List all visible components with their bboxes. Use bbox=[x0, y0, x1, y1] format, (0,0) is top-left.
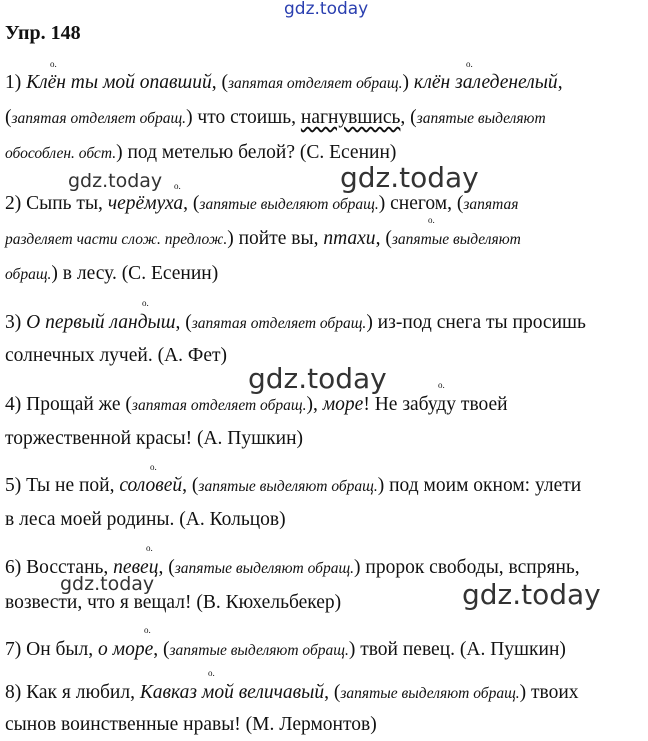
sentence-5-line-1: 5) Ты не пой, соловей, (запятые выделяют обращ.) под моим окном: улети bbox=[5, 475, 582, 496]
appeal-mark: о. bbox=[466, 59, 473, 69]
sentence-6-line-2: возвести, что я вещал! (В. Кюхельбекер) bbox=[5, 592, 342, 613]
exercise-title: Упр. 148 bbox=[5, 22, 81, 44]
watermark: gdz.today bbox=[248, 362, 387, 395]
sentence-6-line-1: 6) Восстань, певец, (запятые выделяют обращ.) пророк свободы, вспрянь, bbox=[5, 557, 580, 578]
watermark-top[interactable]: gdz.today bbox=[284, 0, 369, 19]
sentence-2-line-3: обращ.) в лесу. (С. Есенин) bbox=[5, 263, 219, 284]
watermark: gdz.today bbox=[60, 573, 155, 595]
sentence-2-line-1: 2) Сыпь ты, черёмуха, (запятые выделяют обращ.) снегом, (запятая bbox=[5, 193, 519, 214]
watermark: gdz.today bbox=[340, 161, 479, 194]
sentence-4-line-2: торжественной красы! (А. Пушкин) bbox=[5, 428, 303, 449]
appeal-mark: о. bbox=[146, 543, 153, 553]
sentence-4-line-1: 4) Прощай же (запятая отделяет обращ.), море! Не забуду твоей bbox=[5, 394, 508, 415]
appeal-mark: о. bbox=[208, 668, 215, 678]
watermark: gdz.today bbox=[462, 578, 601, 611]
sentence-3-line-1: 3) О первый ландыш, (запятая отделяет обращ.) из-под снега ты просишь bbox=[5, 312, 586, 333]
sentence-1-line-2: (запятая отделяет обращ.) что стоишь, нагнувшись, (запятые выделяют bbox=[5, 107, 546, 128]
sentence-1-line-3: обособлен. обст.) под метелью белой? (С. Есенин) bbox=[5, 142, 397, 163]
appeal-mark: о. bbox=[150, 462, 157, 472]
sentence-2-line-2: разделяет части слож. предлож.) пойте вы, птахи, (запятые выделяют bbox=[5, 228, 521, 249]
sentence-1-line-1: 1) Клён ты мой опавший, (запятая отделяет обращ.) клён заледенелый, bbox=[5, 72, 563, 93]
appeal-mark: о. bbox=[428, 215, 435, 225]
sentence-7-line-1: 7) Он был, о море, (запятые выделяют обращ.) твой певец. (А. Пушкин) bbox=[5, 639, 566, 660]
sentence-3-line-2: солнечных лучей. (А. Фет) bbox=[5, 345, 227, 366]
appeal-mark: о. bbox=[174, 181, 181, 191]
watermark: gdz.today bbox=[68, 170, 163, 192]
sentence-5-line-2: в леса моей родины. (А. Кольцов) bbox=[5, 509, 286, 530]
appeal-mark: о. bbox=[142, 298, 149, 308]
appeal-mark: о. bbox=[438, 380, 445, 390]
sentence-8-line-1: 8) Как я любил, Кавказ мой величавый, (запятые выделяют обращ.) твоих bbox=[5, 682, 579, 703]
appeal-mark: о. bbox=[144, 625, 151, 635]
sentence-8-line-2: сынов воинственные нравы! (М. Лермонтов) bbox=[5, 714, 377, 735]
appeal-mark: о. bbox=[50, 59, 57, 69]
